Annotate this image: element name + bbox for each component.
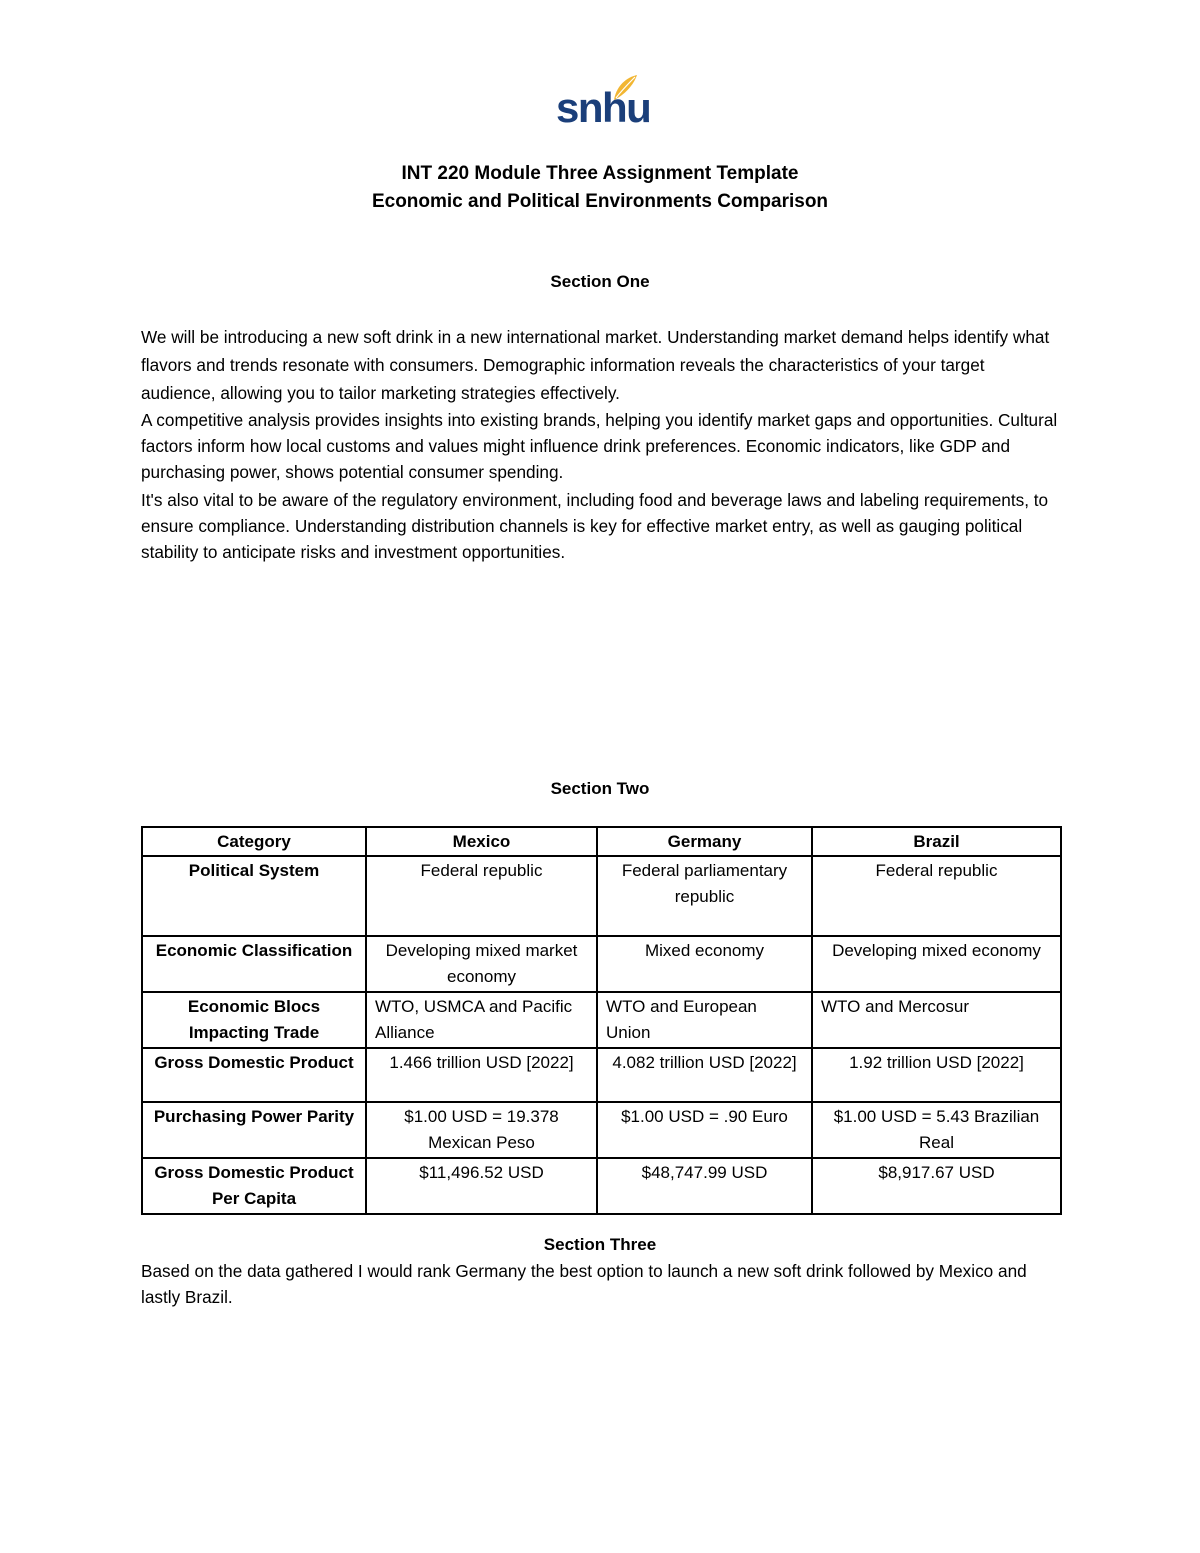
table-row <box>142 936 1061 992</box>
section-two-heading: Section Two <box>550 779 650 798</box>
cell-germany: $1.00 USD = .90 Euro <box>597 1102 812 1158</box>
cell-brazil: Federal republic <box>812 856 1061 936</box>
cell-mexico: WTO, USMCA and Pacific Alliance <box>366 992 597 1048</box>
header-mexico: Mexico <box>366 827 597 856</box>
cell-mexico: $1.00 USD = 19.378 Mexican Peso <box>366 1102 597 1158</box>
document-title: INT 220 Module Three Assignment Template <box>401 163 799 184</box>
cell-brazil: Developing mixed economy <box>812 936 1061 992</box>
table-row <box>142 856 1061 936</box>
table-row <box>142 1102 1061 1158</box>
document-subtitle: Economic and Political Environments Comparison <box>371 191 829 212</box>
row-category: Economic Blocs Impacting Trade <box>142 992 366 1048</box>
row-category: Gross Domestic Product <box>142 1048 366 1102</box>
section-one-heading: Section One <box>550 272 650 291</box>
section-three-heading: Section Three <box>543 1235 657 1254</box>
row-category: Political System <box>142 856 366 936</box>
cell-germany: Federal parliamentary republic <box>597 856 812 936</box>
cell-brazil: $8,917.67 USD <box>812 1158 1061 1214</box>
row-category: Gross Domestic Product Per Capita <box>142 1158 366 1214</box>
cell-mexico: Federal republic <box>366 856 597 936</box>
cell-germany: 4.082 trillion USD [2022] <box>597 1048 812 1102</box>
header-germany: Germany <box>597 827 812 856</box>
cell-brazil: $1.00 USD = 5.43 Brazilian Real <box>812 1102 1061 1158</box>
header-category: Category <box>142 827 366 856</box>
header-brazil: Brazil <box>812 827 1061 856</box>
table-row <box>142 1048 1061 1102</box>
section-one-paragraph-1: We will be introducing a new soft drink in a new international market. Understanding market demand helps identify what flavors and trends resonate with consumers. Demographic information reveals the characteristics of your target audience, allowing you to tailor marketing strategies effectively. <box>141 327 1050 403</box>
snhu-logo <box>556 74 651 134</box>
table-row <box>142 1158 1061 1214</box>
table-header-row <box>142 827 1061 856</box>
cell-mexico: Developing mixed market economy <box>366 936 597 992</box>
cell-mexico: 1.466 trillion USD [2022] <box>366 1048 597 1102</box>
cell-germany: $48,747.99 USD <box>597 1158 812 1214</box>
table-row <box>142 992 1061 1048</box>
cell-germany: WTO and European Union <box>597 992 812 1048</box>
comparison-table <box>141 826 1062 1215</box>
section-three-paragraph: Based on the data gathered I would rank Germany the best option to launch a new soft drink followed by Mexico and lastly Brazil. <box>141 1261 1027 1307</box>
section-one-paragraph-3: It's also vital to be aware of the regulatory environment, including food and beverage laws and labeling requirements, to ensure compliance. Understanding distribution channels is key for effective market entry, as well as gauging political stability to anticipate risks and investment opportunities. <box>141 490 1049 562</box>
cell-brazil: 1.92 trillion USD [2022] <box>812 1048 1061 1102</box>
section-one-paragraph-2: A competitive analysis provides insights into existing brands, helping you identify market gaps and opportunities. Cultural factors inform how local customs and values might influence drink preferences. Economic indicators, like GDP and purchasing power, shows potential consumer spending. <box>141 410 1058 482</box>
row-category: Economic Classification <box>142 936 366 992</box>
cell-germany: Mixed economy <box>597 936 812 992</box>
row-category: Purchasing Power Parity <box>142 1102 366 1158</box>
cell-brazil: WTO and Mercosur <box>812 992 1061 1048</box>
cell-mexico: $11,496.52 USD <box>366 1158 597 1214</box>
logo-text: snhu <box>556 84 651 131</box>
